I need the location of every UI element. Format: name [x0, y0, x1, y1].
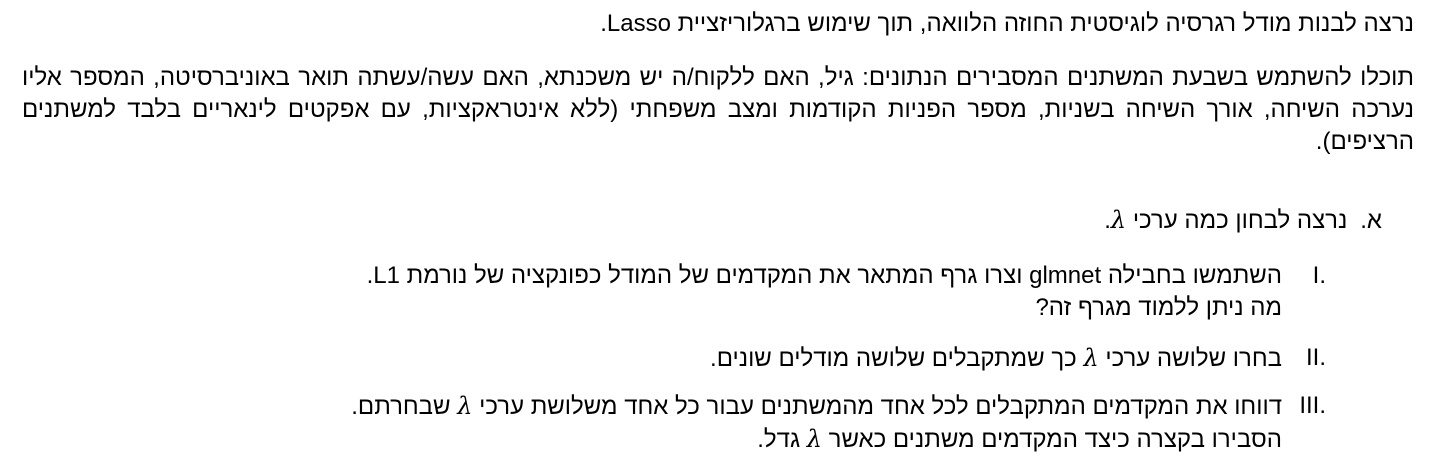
sub-item-2-numeral: II.	[1305, 344, 1326, 371]
sub-item-3-line-2-after: גדל.	[757, 426, 801, 453]
sub-item-1-line-1: השתמשו בחבילה glmnet וצרו גרף המתאר את המקדמים של המודל כפונקציה של נורמת L1.	[366, 262, 1282, 289]
lambda-symbol: λ	[457, 392, 473, 420]
sub-item-3-line-1-after: שבחרתם.	[351, 393, 451, 420]
intro-sentence: נרצה לבנות מודל רגרסיה לוגיסטית החוזה הלוואה, תוך שימוש ברגלוריזציית Lasso.	[600, 10, 1414, 37]
sub-item-3	[240, 390, 1326, 456]
sub-item-2	[240, 342, 1326, 375]
question-a-marker: א.	[1360, 207, 1382, 234]
sub-item-1-body	[240, 260, 1282, 324]
sub-item-2-text-after: כך שמתקבלים שלושה מודלים שונים.	[710, 345, 1077, 372]
lambda-symbol: λ	[1083, 344, 1099, 372]
sub-item-2-body	[240, 342, 1282, 375]
sub-item-3-line-2-before: הסבירו בקצרה כיצד המקדמים משתנים כאשר	[828, 426, 1282, 453]
sub-item-1-line-2: מה ניתן ללמוד מגרף זה?	[1035, 294, 1282, 321]
sub-item-1-numeral: I.	[1312, 262, 1326, 289]
sub-item-3-line-1-before: דווחו את המקדמים המתקבלים לכל אחד מהמשתנים עבור כל אחד משלושת ערכי	[479, 393, 1282, 420]
lambda-symbol: λ	[1110, 206, 1127, 234]
sub-item-3-line-1	[240, 390, 1282, 423]
sub-item-2-line-1	[240, 342, 1282, 375]
sub-item-3-numeral: III.	[1299, 392, 1326, 419]
sub-item-3-body	[240, 390, 1282, 456]
intro-variables-paragraph: תוכלו להשתמש בשבעת המשתנים המסבירים הנתונים: גיל, האם ללקוח/ה יש משכנתא, האם עשה/עשתה תואר באוניברסיטה, המספר אליו נערכה השיחה, אורך השיחה בשניות, מספר הפניות הקודמות ומצב משפחתי (ללא אינטראקציות, עם אפקטים לינאריים בלבד למשתנים הרציפים).	[22, 64, 1414, 155]
question-a-text: נרצה לבחון כמה ערכי	[1132, 207, 1348, 234]
sub-item-3-line-2	[240, 423, 1282, 456]
sub-item-2-text-before: בחרו שלושה ערכי	[1105, 345, 1282, 372]
question-a-period: .	[1104, 207, 1111, 234]
lambda-symbol: λ	[806, 425, 822, 453]
question-a	[1104, 204, 1382, 237]
sub-item-1	[240, 260, 1326, 324]
